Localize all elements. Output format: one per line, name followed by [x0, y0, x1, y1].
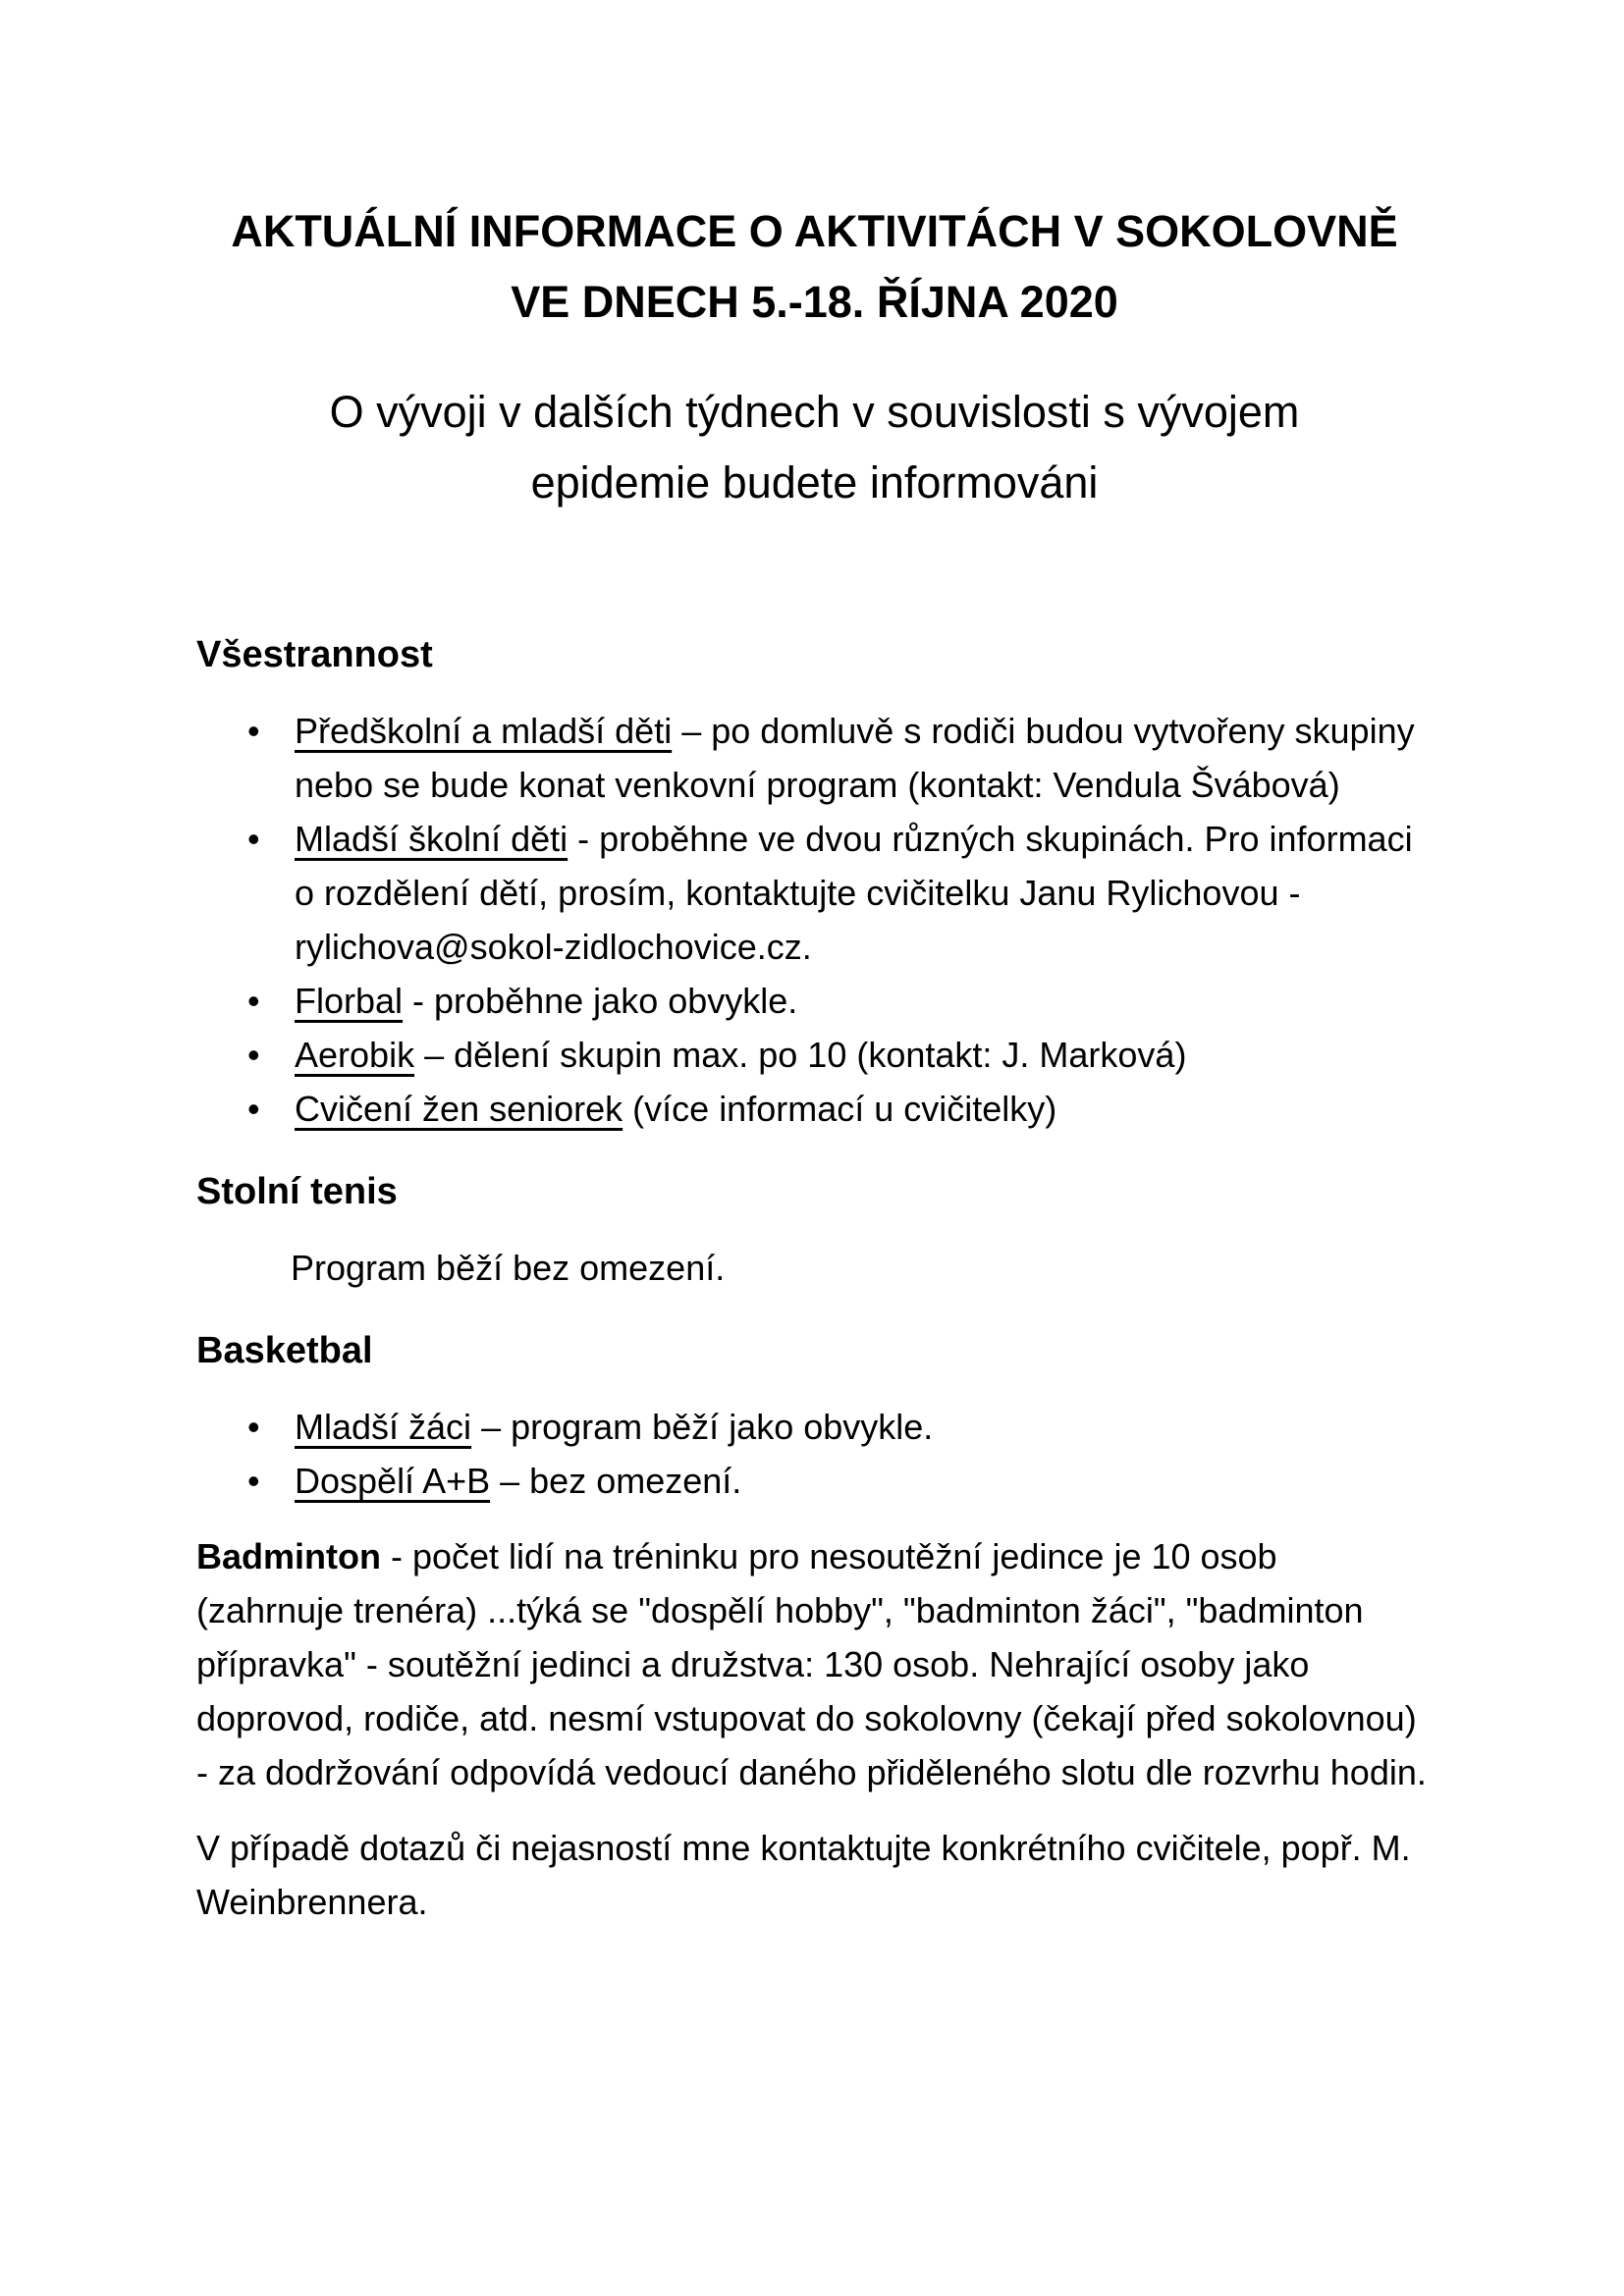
stolni-tenis-paragraph: Program běží bez omezení. [291, 1248, 726, 1288]
bullet-text: – dělení skupin max. po 10 (kontakt: J. Marková) [414, 1035, 1187, 1075]
document-subtitle-line-2: epidemie budete informováni [530, 457, 1099, 507]
footer-note-paragraph: V případě dotazů či nejasností mne kontaktujte konkrétního cvičitele, popř. M. Weinbrennera. [196, 1828, 1411, 1922]
section-heading-basketbal: Basketbal [196, 1330, 373, 1371]
bullet-lead: Cvičení žen seniorek [295, 1089, 623, 1129]
bullet-lead: Aerobik [295, 1035, 415, 1075]
bullet-text: (více informací u cvičitelky) [623, 1089, 1057, 1129]
bullet-lead: Dospělí A+B [295, 1461, 491, 1501]
document-subtitle-line-1: O vývoji v dalších týdnech v souvislosti s vývojem [329, 387, 1300, 437]
bullet-lead: Předškolní a mladší děti [295, 711, 673, 751]
bullet-text: - proběhne jako obvykle. [403, 981, 798, 1021]
list-item-mladsi-zaci [196, 1400, 1433, 1454]
list-item-mladsi-skolni-deti [196, 812, 1433, 974]
section-heading-vsestrannost: Všestrannost [196, 634, 433, 675]
list-item-cviceni-zen-seniorek [196, 1082, 1433, 1136]
document-title-line-2: VE DNECH 5.-18. ŘÍJNA 2020 [511, 277, 1118, 327]
badminton-paragraph [196, 1529, 1433, 1799]
bullet-lead: Mladší žáci [295, 1407, 472, 1447]
badminton-lead: Badminton [196, 1536, 381, 1576]
list-item-florbal [196, 974, 1433, 1028]
bullet-text: – bez omezení. [490, 1461, 742, 1501]
document-title [196, 196, 1433, 338]
badminton-text: - počet lidí na tréninku pro nesoutěžní jedince je 10 osob (zahrnuje trenéra) ...týká se "dospělí hobby", "badminton žáci", "badminton přípravka" - soutěžní jedinci a družstva: 130 osob. Nehrající osoby jako doprovod, rodiče, atd. nesmí vstupovat do sokolovny (čekají před sokolovnou) - za dodržování odpovídá vedoucí daného přiděleného slotu dle rozvrhu hodin. [196, 1536, 1427, 1792]
vsestrannost-bullet-list [196, 704, 1433, 1136]
list-item-aerobik [196, 1028, 1433, 1082]
document-subtitle [196, 377, 1433, 518]
bullet-text: – po domluvě s rodiči budou vytvořeny skupiny nebo se bude konat venkovní program (kontakt: Vendula Švábová) [295, 711, 1415, 805]
bullet-text: – program běží jako obvykle. [471, 1407, 934, 1447]
document-title-line-1: AKTUÁLNÍ INFORMACE O AKTIVITÁCH V SOKOLOVNĚ [231, 206, 1398, 256]
list-item-predskolni-deti [196, 704, 1433, 812]
section-heading-stolni-tenis: Stolní tenis [196, 1171, 398, 1212]
bullet-lead: Florbal [295, 981, 404, 1021]
bullet-lead: Mladší školní děti [295, 819, 568, 859]
bullet-text: - proběhne ve dvou různých skupinách. Pro informaci o rozdělení dětí, prosím, kontaktujte cvičitelku Janu Rylichovou - rylichova@sokol-zidlochovice.cz. [295, 819, 1413, 967]
list-item-dospeli-ab [196, 1454, 1433, 1508]
basketbal-bullet-list [196, 1400, 1433, 1508]
